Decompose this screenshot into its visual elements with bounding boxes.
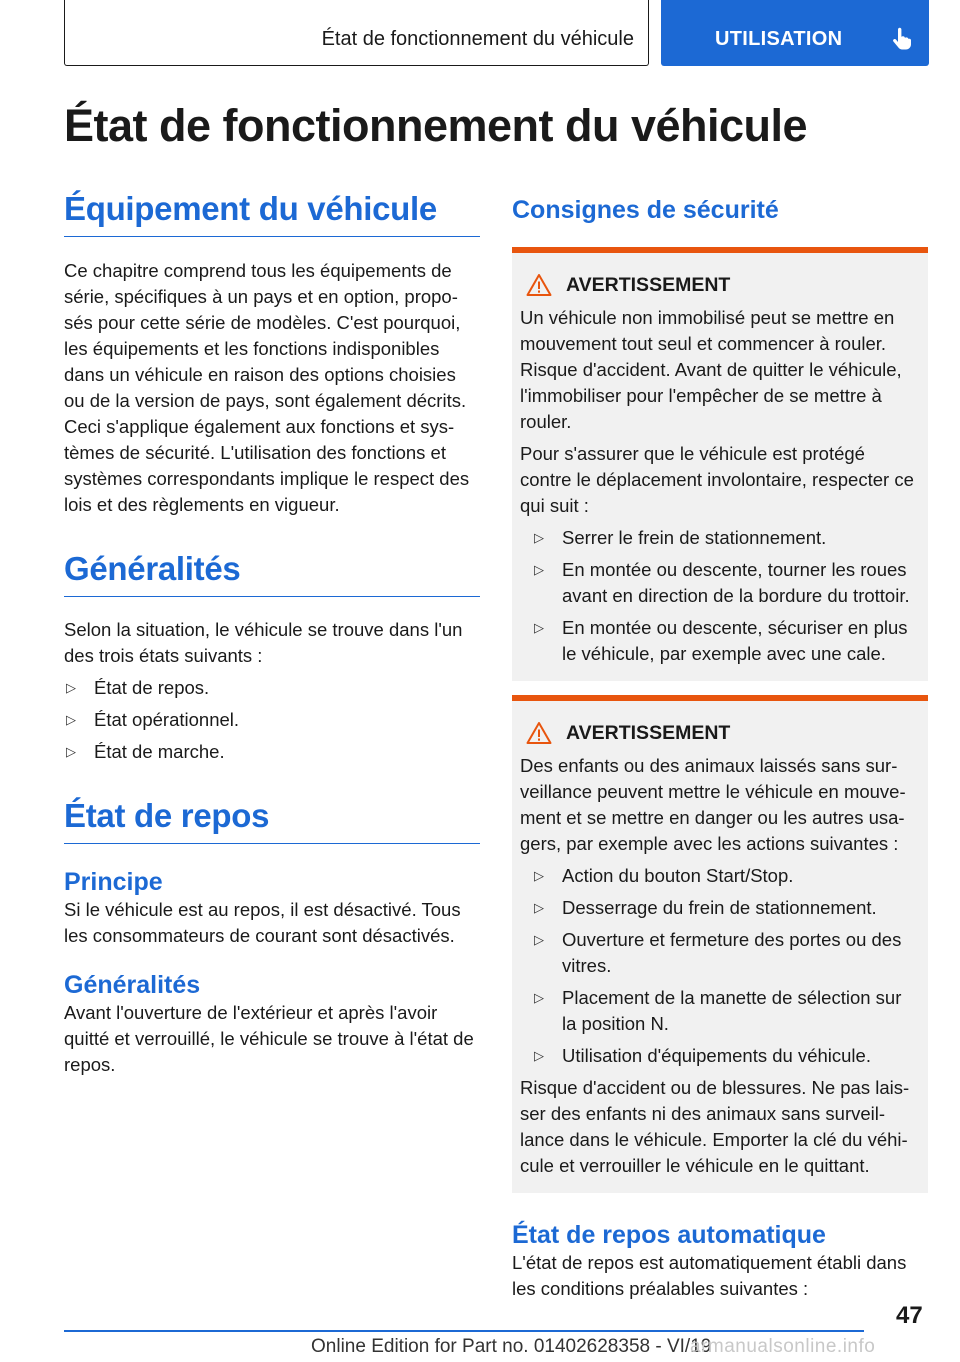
triangle-bullet-icon: ▷ bbox=[66, 712, 76, 727]
heading-etat-repos: État de repos bbox=[64, 797, 480, 844]
triangle-bullet-icon: ▷ bbox=[534, 932, 544, 947]
warning-text: Pour s'assurer que le véhicule est protégé contre le déplacement involontaire, respecter ce qui suit : bbox=[520, 443, 914, 516]
equipement-text: Ce chapitre comprend tous les équipements de série, spécifiques à un pays et en option, propo-sés pour cette série de modèles. C'est pourquoi, les équipements et les fonctions indisponibles dans un véhicule en raison des options choisies ou de la version de pays, sont également décrits. Ceci s'applique également aux fonctions et sys-tèmes de sécurité. L'utilisation des fonctions et systèmes correspondants implique le respect des lois et des règlements en vigueur. bbox=[64, 260, 470, 515]
warning-text: Des enfants ou des animaux laissés sans sur-veillance peuvent mettre le véhicule en mouve-ment et se mettre en danger ou les autres usa-gers, par exemple avec les actions suivantes : bbox=[520, 755, 906, 854]
warning-triangle-icon bbox=[526, 721, 552, 745]
list-item: ▷ Placement de la manette de sélection sur la position N. bbox=[534, 987, 902, 1034]
footer-edition: Online Edition for Part no. 01402628358 - VI/19 bbox=[311, 1336, 712, 1357]
header-chapter-tab[interactable] bbox=[661, 0, 929, 66]
auto-repos-text: L'état de repos est automatiquement établi dans les conditions préalables suivantes : bbox=[512, 1252, 907, 1299]
heading-principe: Principe bbox=[64, 868, 163, 896]
warning-box-1 bbox=[512, 247, 928, 681]
header-chapter-label: UTILISATION bbox=[715, 28, 843, 50]
warning-header bbox=[520, 721, 920, 745]
triangle-bullet-icon: ▷ bbox=[534, 990, 544, 1005]
heading-generalites: Généralités bbox=[64, 550, 480, 597]
heading-equipement: Équipement du véhicule bbox=[64, 190, 480, 237]
warning-text: Un véhicule non immobilisé peut se mettre en mouvement tout seul et commencer à rouler. Risque d'accident. Avant de quitter le véhicule, l'immobiliser pour l'empêcher de se mettre à rouler. bbox=[520, 307, 902, 432]
warning-box-2 bbox=[512, 695, 928, 1193]
header-section-title: État de fonctionnement du véhicule bbox=[321, 28, 634, 50]
page-header bbox=[64, 0, 929, 66]
generalites-repos-text: Avant l'ouverture de l'extérieur et après l'avoir quitté et verrouillé, le véhicule se trouve à l'état de repos. bbox=[64, 1002, 474, 1075]
list-item: ▷ En montée ou descente, tourner les roues avant en direction de la bordure du trottoir. bbox=[534, 559, 910, 606]
triangle-bullet-icon: ▷ bbox=[534, 900, 544, 915]
warning-list bbox=[532, 863, 920, 1069]
list-item: ▷ En montée ou descente, sécuriser en plus le véhicule, par exemple avec une cale. bbox=[534, 617, 908, 664]
footer-divider bbox=[64, 1330, 864, 1332]
list-item: ▷ Desserrage du frein de stationnement. bbox=[532, 895, 920, 921]
warning-title: AVERTISSEMENT bbox=[566, 721, 731, 744]
list-item: ▷ Action du bouton Start/Stop. bbox=[532, 863, 920, 889]
page-title: État de fonctionnement du véhicule bbox=[64, 100, 808, 151]
heading-generalites-repos: Généralités bbox=[64, 971, 201, 999]
page-number: 47 bbox=[896, 1302, 923, 1329]
triangle-bullet-icon: ▷ bbox=[534, 530, 544, 545]
triangle-bullet-icon: ▷ bbox=[66, 680, 76, 695]
principe-text: Si le véhicule est au repos, il est désactivé. Tous les consommateurs de courant sont désactivés. bbox=[64, 899, 461, 946]
list-item: ▷ État opérationnel. bbox=[64, 707, 480, 733]
list-item: ▷ Utilisation d'équipements du véhicule. bbox=[532, 1043, 920, 1069]
etats-list bbox=[64, 675, 480, 765]
triangle-bullet-icon: ▷ bbox=[66, 744, 76, 759]
warning-text: Risque d'accident ou de blessures. Ne pas lais-ser des enfants ni des animaux sans surveil-lance dans le véhicule. Emporter la clé du véhi-cule et verrouiller le véhicule en le quittant. bbox=[520, 1077, 910, 1176]
left-column bbox=[64, 190, 480, 1078]
list-item: ▷ État de marche. bbox=[64, 739, 480, 765]
hand-pointer-icon bbox=[889, 26, 915, 52]
warning-header bbox=[520, 273, 920, 297]
triangle-bullet-icon: ▷ bbox=[534, 562, 544, 577]
heading-consignes: Consignes de sécurité bbox=[512, 196, 779, 224]
footer-watermark: armanualsonline.info bbox=[690, 1336, 876, 1357]
header-section-tab bbox=[64, 0, 649, 66]
warning-list bbox=[532, 525, 920, 667]
warning-title: AVERTISSEMENT bbox=[566, 273, 731, 296]
right-column bbox=[512, 190, 928, 1302]
generalites-text: Selon la situation, le véhicule se trouve dans l'un des trois états suivants : bbox=[64, 619, 463, 666]
warning-triangle-icon bbox=[526, 273, 552, 297]
list-item: ▷ Serrer le frein de stationnement. bbox=[532, 525, 920, 551]
triangle-bullet-icon: ▷ bbox=[534, 868, 544, 883]
triangle-bullet-icon: ▷ bbox=[534, 620, 544, 635]
triangle-bullet-icon: ▷ bbox=[534, 1048, 544, 1063]
list-item: ▷ Ouverture et fermeture des portes ou des vitres. bbox=[534, 929, 902, 976]
list-item: ▷ État de repos. bbox=[64, 675, 480, 701]
heading-auto-repos: État de repos automatique bbox=[512, 1221, 826, 1249]
